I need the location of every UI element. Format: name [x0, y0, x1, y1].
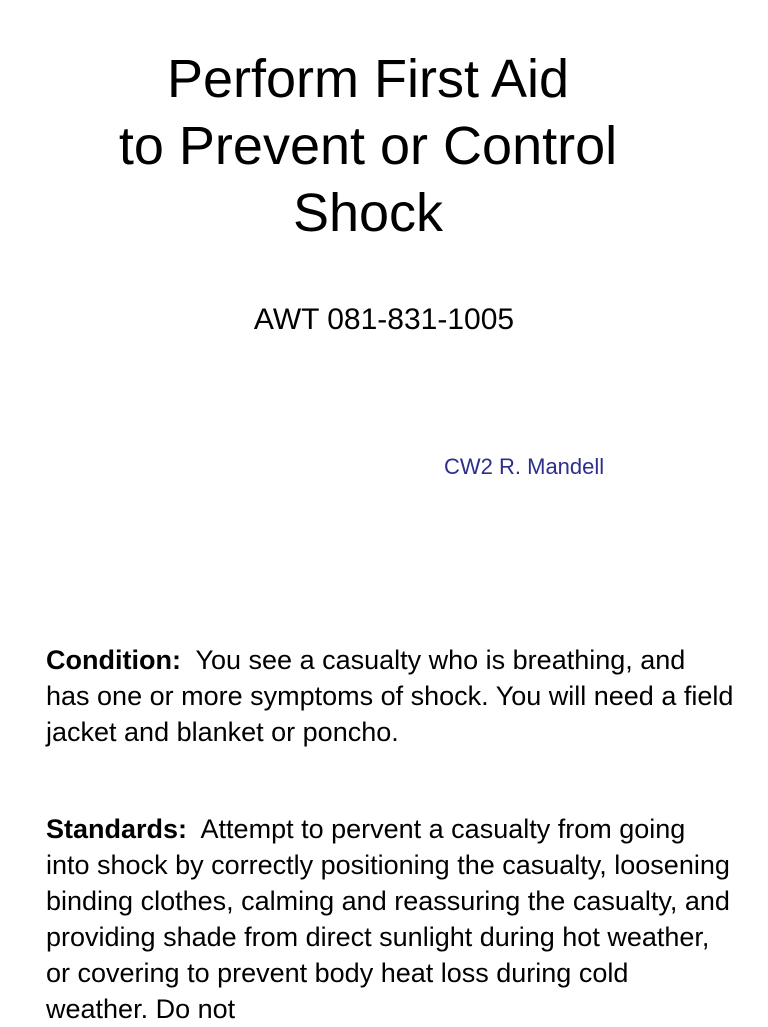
- condition-text: You see a casualty who is breathing, and has one or more symptoms of shock. You will need a field jacket and blanket or poncho.: [46, 645, 734, 747]
- slide-title-line-1: Perform First Aid: [166, 49, 570, 109]
- task-number: AWT 081-831-1005: [253, 303, 515, 336]
- standards-paragraph: [46, 811, 736, 1027]
- condition-label: Condition:: [46, 645, 181, 675]
- slide-title-line-2: to Prevent or Control: [118, 116, 618, 176]
- standards-label: Standards:: [46, 814, 188, 844]
- author-name: CW2 R. Mandell: [444, 454, 605, 479]
- standards-text: Attempt to pervent a casualty from going into shock by correctly positioning the casualty, loosening binding clothes, calming and reassuring the casualty, and providing shade from direct sunlight during hot weather, or covering to prevent body heat loss during cold weather. Do not: [46, 814, 730, 1024]
- condition-paragraph: [46, 642, 736, 750]
- slide-title: [0, 46, 736, 247]
- slide-title-line-3: Shock: [292, 183, 444, 243]
- content-slide: [0, 600, 768, 1024]
